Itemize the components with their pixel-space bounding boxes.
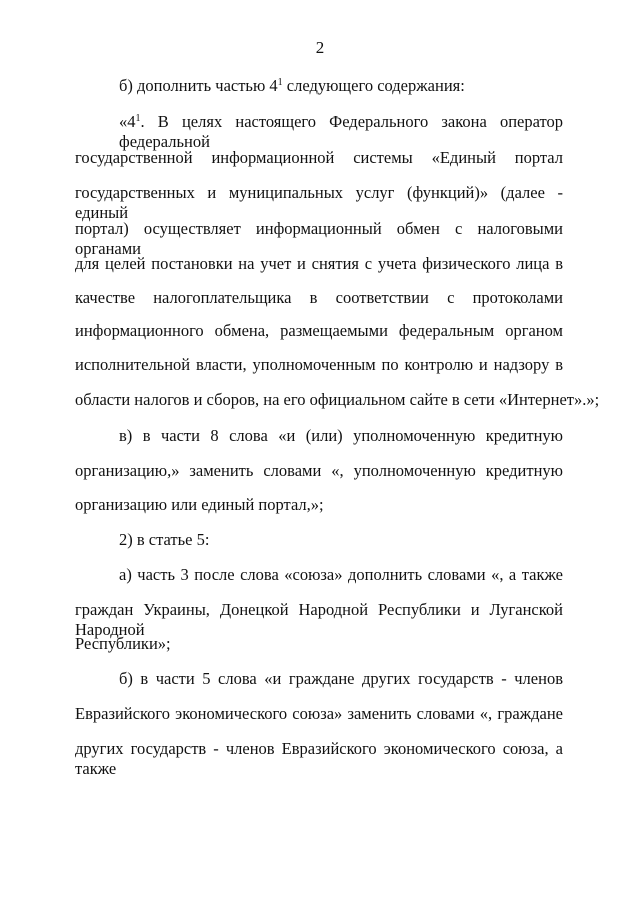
- paragraph-v-last-line: организацию или единый портал,»;: [75, 495, 324, 514]
- paragraph-v-line: организацию,» заменить словами «, уполномоченную кредитную: [75, 461, 563, 480]
- part-41-line: государственных и муниципальных услуг (функций)» (далее - единый: [75, 183, 563, 222]
- paragraph-b-intro: [119, 76, 563, 96]
- paragraph-b-intro-text: б) дополнить частью 4: [119, 76, 278, 95]
- item-2-heading: 2) в статье 5:: [119, 530, 210, 549]
- item-2a-first-line: а) часть 3 после слова «союза» дополнить словами «, а также: [119, 565, 563, 584]
- item-2a-line: граждан Украины, Донецкой Народной Республики и Луганской Народной: [75, 600, 563, 639]
- part-41-first-line: [119, 112, 563, 152]
- part-41-line: информационного обмена, размещаемыми федеральным органом: [75, 321, 563, 340]
- superscript-1: 1: [277, 77, 283, 88]
- item-2a-last-line: Республики»;: [75, 634, 171, 653]
- part-41-superscript: 1: [135, 113, 141, 124]
- item-2b-line: других государств - членов Евразийского экономического союза, а также: [75, 739, 563, 778]
- part-41-first-line-text: . В целях настоящего Федерального закона оператор федеральной: [119, 112, 563, 151]
- part-41-line: качестве налогоплательщика в соответствии с протоколами: [75, 288, 563, 307]
- page-number: 2: [315, 38, 325, 57]
- part-41-quote-open: «4: [119, 112, 136, 131]
- part-41-last-line: области налогов и сборов, на его официальном сайте в сети «Интернет».»;: [75, 390, 600, 409]
- item-2b-first-line: б) в части 5 слова «и граждане других государств - членов: [119, 669, 563, 688]
- part-41-line: портал) осуществляет информационный обмен с налоговыми органами: [75, 219, 563, 258]
- item-2b-line: Евразийского экономического союза» заменить словами «, граждане: [75, 704, 563, 723]
- part-41-line: государственной информационной системы «Единый портал: [75, 148, 563, 167]
- paragraph-b-intro-tail: следующего содержания:: [282, 76, 465, 95]
- part-41-line: для целей постановки на учет и снятия с учета физического лица в: [75, 254, 563, 273]
- part-41-line: исполнительной власти, уполномоченным по контролю и надзору в: [75, 355, 563, 374]
- paragraph-v-first-line: в) в части 8 слова «и (или) уполномоченную кредитную: [119, 426, 563, 445]
